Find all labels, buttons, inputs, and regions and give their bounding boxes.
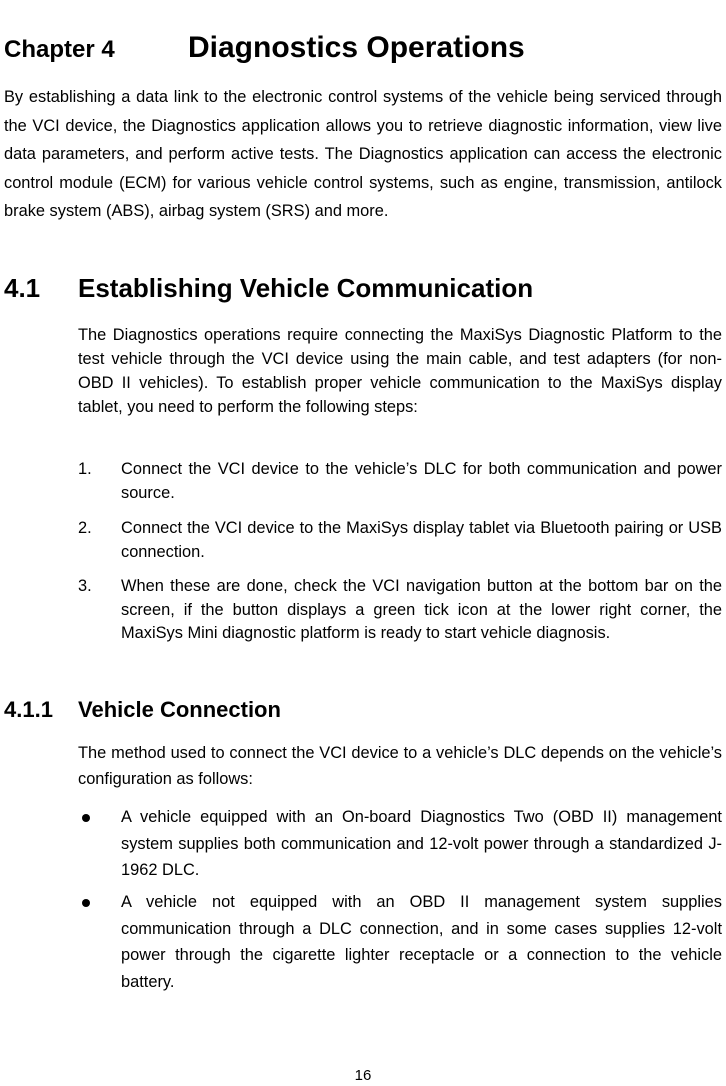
- step-number: 2.: [78, 519, 92, 537]
- chapter-title: Diagnostics Operations: [188, 31, 525, 64]
- subsection-number: 4.1.1: [4, 697, 53, 722]
- step-text: Connect the VCI device to the vehicle’s DLC for both communication and power source.: [121, 460, 722, 502]
- section-title: Establishing Vehicle Communication: [78, 273, 534, 303]
- subsection-title: Vehicle Connection: [78, 697, 281, 722]
- step-item: [78, 517, 722, 564]
- list-item-text: A vehicle not equipped with an OBD II management system supplies communication through a DLC connection, and in some cases supplies 12-volt power through the cigarette lighter receptacle or a connection to the vehicle battery.: [121, 893, 722, 991]
- step-text: Connect the VCI device to the MaxiSys display tablet via Bluetooth pairing or USB connection.: [121, 519, 722, 561]
- section-number: 4.1: [4, 273, 41, 303]
- bullet-icon: [82, 899, 90, 907]
- bullet-icon: [82, 814, 90, 822]
- step-item: [78, 575, 722, 646]
- subsection-heading: [4, 694, 281, 726]
- step-number: 3.: [78, 577, 92, 595]
- subsection-body-paragraph: The method used to connect the VCI device to a vehicle’s DLC depends on the vehicle’s configuration as follows:: [78, 744, 722, 788]
- chapter-heading: [4, 28, 525, 70]
- step-number: 1.: [78, 460, 92, 478]
- chapter-intro-paragraph: By establishing a data link to the electronic control systems of the vehicle being serviced through the VCI device, the Diagnostics application allows you to retrieve diagnostic information, view live data parameters, and perform active tests. The Diagnostics application can access the electronic control module (ECM) for various vehicle control systems, such as engine, transmission, antilock brake system (ABS), airbag system (SRS) and more.: [4, 88, 722, 220]
- page-number: 16: [354, 1067, 372, 1084]
- step-text: When these are done, check the VCI navigation button at the bottom bar on the screen, if the button displays a green tick icon at the lower right corner, the MaxiSys Mini diagnostic platform is ready to start vehicle diagnosis.: [121, 577, 722, 642]
- list-item-text: A vehicle equipped with an On-board Diagnostics Two (OBD II) management system supplies both communication and 12-volt power through a standardized J-1962 DLC.: [121, 808, 722, 879]
- chapter-number: Chapter 4: [4, 36, 115, 63]
- list-item: [78, 889, 722, 995]
- list-item: [78, 804, 722, 884]
- section-body-paragraph: The Diagnostics operations require connecting the MaxiSys Diagnostic Platform to the test vehicle through the VCI device using the main cable, and test adapters (for non-OBD II vehicles). To establish proper vehicle communication to the MaxiSys display tablet, you need to perform the following steps:: [78, 326, 722, 416]
- step-item: [78, 458, 722, 505]
- section-heading: [4, 268, 533, 308]
